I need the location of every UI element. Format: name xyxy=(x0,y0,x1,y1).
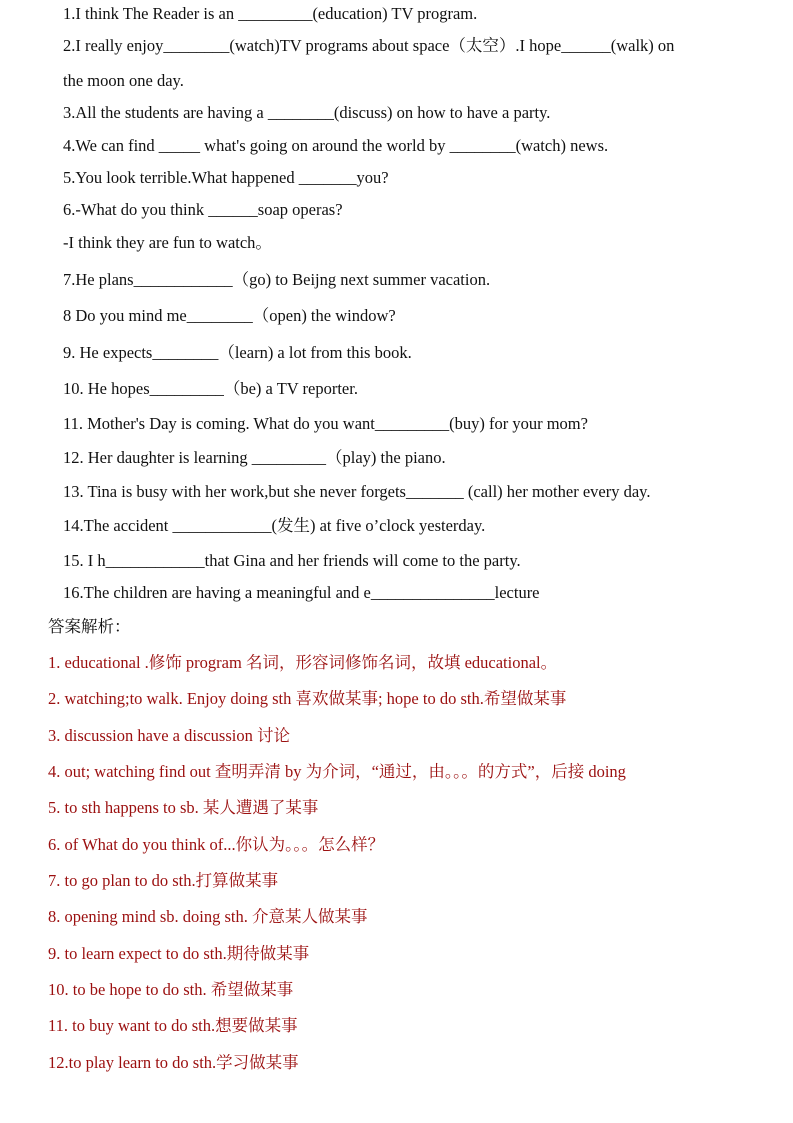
answer-11: 11. to buy want to do sth.想要做某事 xyxy=(48,1016,298,1035)
question-5: 5.You look terrible.What happened _______you? xyxy=(63,168,389,187)
answer-7: 7. to go plan to do sth.打算做某事 xyxy=(48,871,279,890)
question-11: 11. Mother's Day is coming. What do you want_________(buy) for your mom? xyxy=(63,414,588,433)
question-6-reply: -I think they are fun to watch。 xyxy=(63,233,272,252)
answer-8: 8. opening mind sb. doing sth. 介意某人做某事 xyxy=(48,907,368,926)
answer-10: 10. to be hope to do sth. 希望做某事 xyxy=(48,980,294,999)
answer-9: 9. to learn expect to do sth.期待做某事 xyxy=(48,944,310,963)
answer-12: 12.to play learn to do sth.学习做某事 xyxy=(48,1053,299,1072)
answer-5: 5. to sth happens to sb. 某人遭遇了某事 xyxy=(48,798,319,817)
question-13: 13. Tina is busy with her work,but she never forgets_______ (call) her mother every day. xyxy=(63,482,651,501)
question-14: 14.The accident ____________(发生) at five o’clock yesterday. xyxy=(63,516,486,535)
question-12: 12. Her daughter is learning _________（play) the piano. xyxy=(63,448,446,467)
answer-1: 1. educational .修饰 program 名词，形容词修饰名词，故填 educational。 xyxy=(48,653,558,672)
question-2-cont: the moon one day. xyxy=(63,71,184,90)
answer-3: 3. discussion have a discussion 讨论 xyxy=(48,726,290,745)
question-1: 1.I think The Reader is an _________(education) TV program. xyxy=(63,4,478,23)
question-10: 10. He hopes_________（be) a TV reporter. xyxy=(63,379,358,398)
answer-4: 4. out; watching find out 查明弄清 by 为介词，“通过，由。。。的方式”，后接 doing xyxy=(48,762,626,781)
question-3: 3.All the students are having a ________(discuss) on how to have a party. xyxy=(63,103,551,122)
answer-2: 2. watching;to walk. Enjoy doing sth 喜欢做某事; hope to do sth.希望做某事 xyxy=(48,689,567,708)
answers-header: 答案解析： xyxy=(48,617,131,636)
question-16: 16.The children are having a meaningful and e_______________lecture xyxy=(63,583,540,602)
answer-6: 6. of What do you think of...你认为。。。怎么样？ xyxy=(48,835,385,854)
question-6: 6.-What do you think ______soap operas? xyxy=(63,200,343,219)
question-7: 7.He plans____________（go) to Beijng next summer vacation. xyxy=(63,270,491,289)
question-9: 9. He expects________（learn) a lot from this book. xyxy=(63,343,412,362)
question-4: 4.We can find _____ what's going on around the world by ________(watch) news. xyxy=(63,136,609,155)
question-8: 8 Do you mind me________（open) the window? xyxy=(63,306,396,325)
question-2: 2.I really enjoy________(watch)TV programs about space（太空）.I hope______(walk) on xyxy=(63,36,675,55)
question-15: 15. I h____________that Gina and her friends will come to the party. xyxy=(63,551,521,570)
